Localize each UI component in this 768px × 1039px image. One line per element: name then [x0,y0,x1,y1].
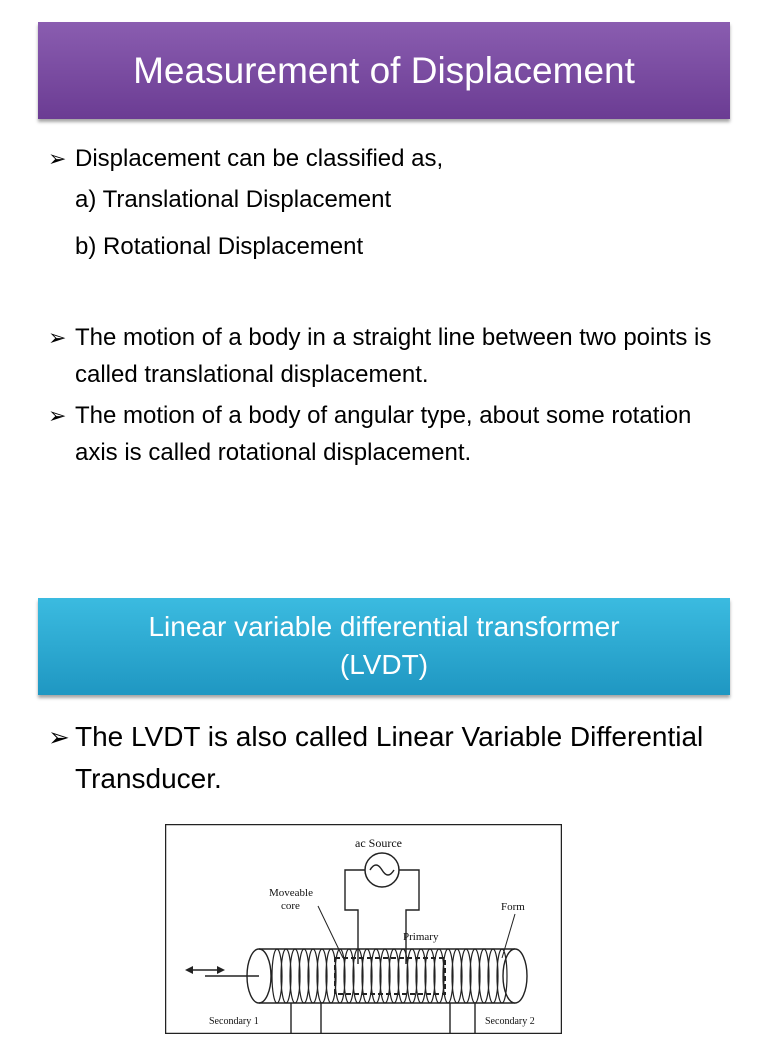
slide1-bullet-2: ➢ The motion of a body in a straight line between two points is called translational displacement. [48,319,738,393]
secondary2-label: Secondary 2 [485,1016,535,1027]
slide1-bullet-3: ➢ The motion of a body of angular type, about some rotation axis is called rotational displacement. [48,397,738,471]
slide1-title: Measurement of Displacement [133,50,635,91]
slide2-bullet-1: ➢ The LVDT is also called Linear Variable Differential Transducer. [48,716,738,800]
core-label: core [281,900,300,912]
lvdt-diagram [165,824,562,1034]
slide2-title-line1: Linear variable differential transformer [148,611,620,642]
slide1-title-banner [38,22,730,119]
arrow-bullet-icon: ➢ [48,146,67,171]
slide1-item-a: a) Translational Displacement [75,186,392,213]
form-label: Form [501,901,525,913]
slide1-item-b: b) Rotational Displacement [75,233,364,260]
ac-source-label: ac Source [355,836,402,850]
arrow-bullet-icon: ➢ [48,325,67,350]
slide2-title [38,598,730,684]
primary-label: Primary [403,931,439,943]
moveable-label: Moveable [269,887,313,899]
slide1-bullet-1: ➢ Displacement can be classified as, [48,140,738,177]
diagram-frame [166,825,562,1034]
lvdt-diagram-svg [165,824,562,1034]
secondary1-label: Secondary 1 [209,1016,259,1027]
arrow-bullet-icon: ➢ [48,722,70,752]
slide2-title-line2: (LVDT) [339,649,429,680]
arrow-bullet-icon: ➢ [48,403,67,428]
slide2-title-banner [38,598,730,695]
